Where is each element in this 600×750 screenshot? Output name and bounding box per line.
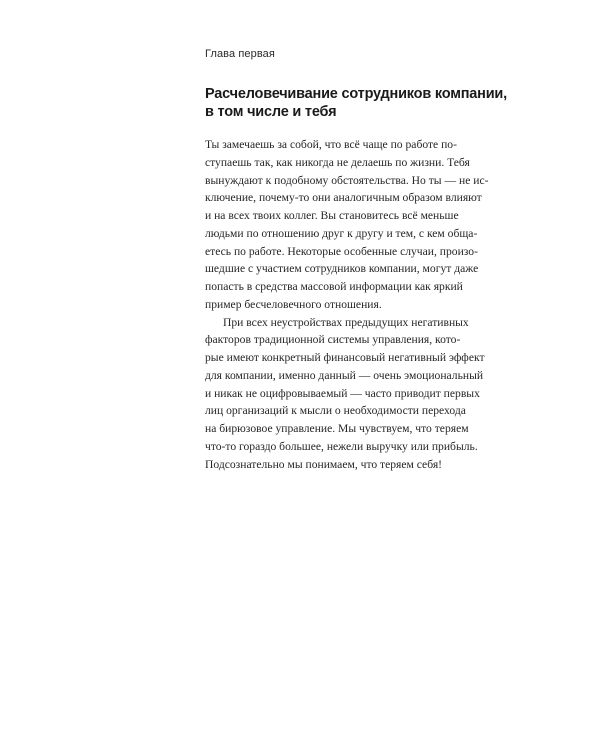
section-title bbox=[205, 85, 505, 121]
text-line: ключение, почему-то они аналогичным образом влияют bbox=[205, 191, 482, 205]
text-line: етесь по работе. Некоторые особенные случаи, произо- bbox=[205, 244, 478, 258]
section-title-line: в том числе и тебя bbox=[205, 104, 337, 120]
text-line: для компании, именно данный — очень эмоциональный bbox=[205, 368, 484, 382]
text-line: пример бесчеловечного отношения. bbox=[205, 297, 382, 311]
text-line: факторов традиционной системы управления, кото- bbox=[205, 333, 461, 347]
text-line: При всех неустройствах предыдущих негативных bbox=[223, 315, 469, 329]
text-line: шедшие с участием сотрудников компании, могут даже bbox=[205, 262, 479, 276]
text-line: Подсознательно мы понимаем, что теряем себя! bbox=[205, 457, 443, 471]
text-line: ступаешь так, как никогда не делаешь по жизни. Тебя bbox=[205, 155, 470, 169]
text-line: лиц организаций к мысли о необходимости перехода bbox=[205, 404, 466, 418]
paragraph-2 bbox=[205, 314, 485, 474]
text-line: попасть в средства массовой информации как яркий bbox=[205, 280, 463, 293]
text-line: рые имеют конкретный финансовый негативный эффект bbox=[205, 351, 485, 364]
paragraph-1 bbox=[205, 136, 489, 314]
text-line: на бирюзовое управление. Мы чувствуем, что теряем bbox=[205, 422, 469, 435]
section-title-line: Расчеловечивание сотрудников компании, bbox=[205, 86, 507, 102]
text-line: и на всех твоих коллег. Вы становитесь всё меньше bbox=[205, 209, 459, 222]
text-line: вынуждают к подобному обстоятельства. Но ты — не ис- bbox=[205, 173, 489, 187]
text-line: что-то гораздо большее, нежели выручку или прибыль. bbox=[205, 439, 478, 453]
chapter-header: Глава первая bbox=[205, 48, 275, 60]
text-line: и никак не оцифровываемый — часто приводит первых bbox=[205, 386, 480, 400]
text-line: людьми по отношению друг к другу и тем, с кем обща- bbox=[205, 226, 478, 240]
text-line: Ты замечаешь за собой, что всё чаще по работе по- bbox=[205, 138, 457, 151]
body-text bbox=[205, 136, 489, 473]
